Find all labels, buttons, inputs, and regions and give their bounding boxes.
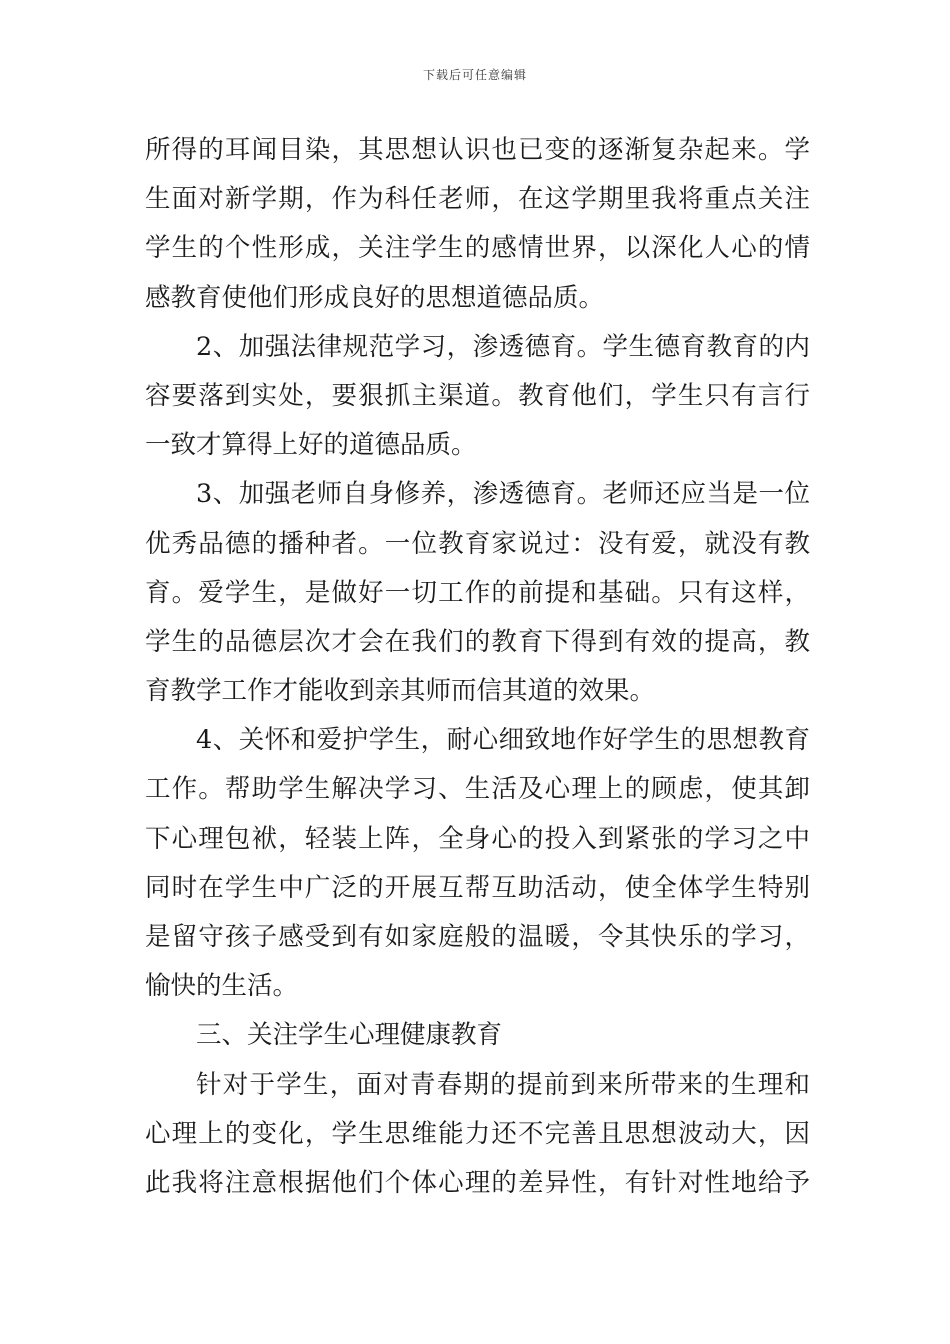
text-line: 容要落到实处，要狠抓主渠道。教育他们，学生只有言行	[145, 380, 810, 411]
text-line: 愉快的生活。	[145, 971, 299, 1002]
text-line: 育。爱学生，是做好一切工作的前提和基础。只有这样，	[145, 577, 810, 608]
text-line: 下心理包袱，轻装上阵，全身心的投入到紧张的学习之中	[145, 823, 810, 854]
text-line: 所得的耳闻目染，其思想认识也已变的逐渐复杂起来。学	[145, 135, 810, 165]
text-line: 三、关注学生心理健康教育	[196, 1020, 503, 1051]
text-line: 3、加强老师自身修养，渗透德育。老师还应当是一位	[196, 479, 810, 510]
text-line: 4、关怀和爱护学生，耐心细致地作好学生的思想教育	[196, 725, 810, 756]
document-body	[145, 126, 810, 1208]
text-line: 感教育使他们形成良好的思想道德品质。	[145, 282, 605, 313]
text-line: 2、加强法律规范学习，渗透德育。学生德育教育的内	[196, 331, 810, 362]
text-line: 此我将注意根据他们个体心理的差异性，有针对性地给予	[145, 1167, 810, 1198]
text-line: 心理上的变化，学生思维能力还不完善且思想波动大，因	[145, 1118, 810, 1149]
text-line: 一致才算得上好的道德品质。	[145, 430, 477, 461]
text-line: 是留守孩子感受到有如家庭般的温暖，令其快乐的学习，	[145, 922, 810, 952]
text-line: 针对于学生，面对青春期的提前到来所带来的生理和	[196, 1069, 810, 1100]
text-line: 工作。帮助学生解决学习、生活及心理上的顾虑，使其卸	[145, 774, 810, 805]
text-line: 育教学工作才能收到亲其师而信其道的效果。	[145, 676, 656, 707]
text-line: 生面对新学期，作为科任老师，在这学期里我将重点关注	[145, 184, 810, 215]
text-line: 学生的品德层次才会在我们的教育下得到有效的提高，教	[145, 626, 810, 657]
text-line: 学生的个性形成，关注学生的感情世界，以深化人心的情	[145, 233, 810, 264]
text-line: 优秀品德的播种者。一位教育家说过：没有爱，就没有教	[145, 528, 810, 559]
text-line: 同时在学生中广泛的开展互帮互助活动，使全体学生特别	[145, 872, 810, 903]
page-header: 下载后可任意编辑	[422, 68, 527, 82]
